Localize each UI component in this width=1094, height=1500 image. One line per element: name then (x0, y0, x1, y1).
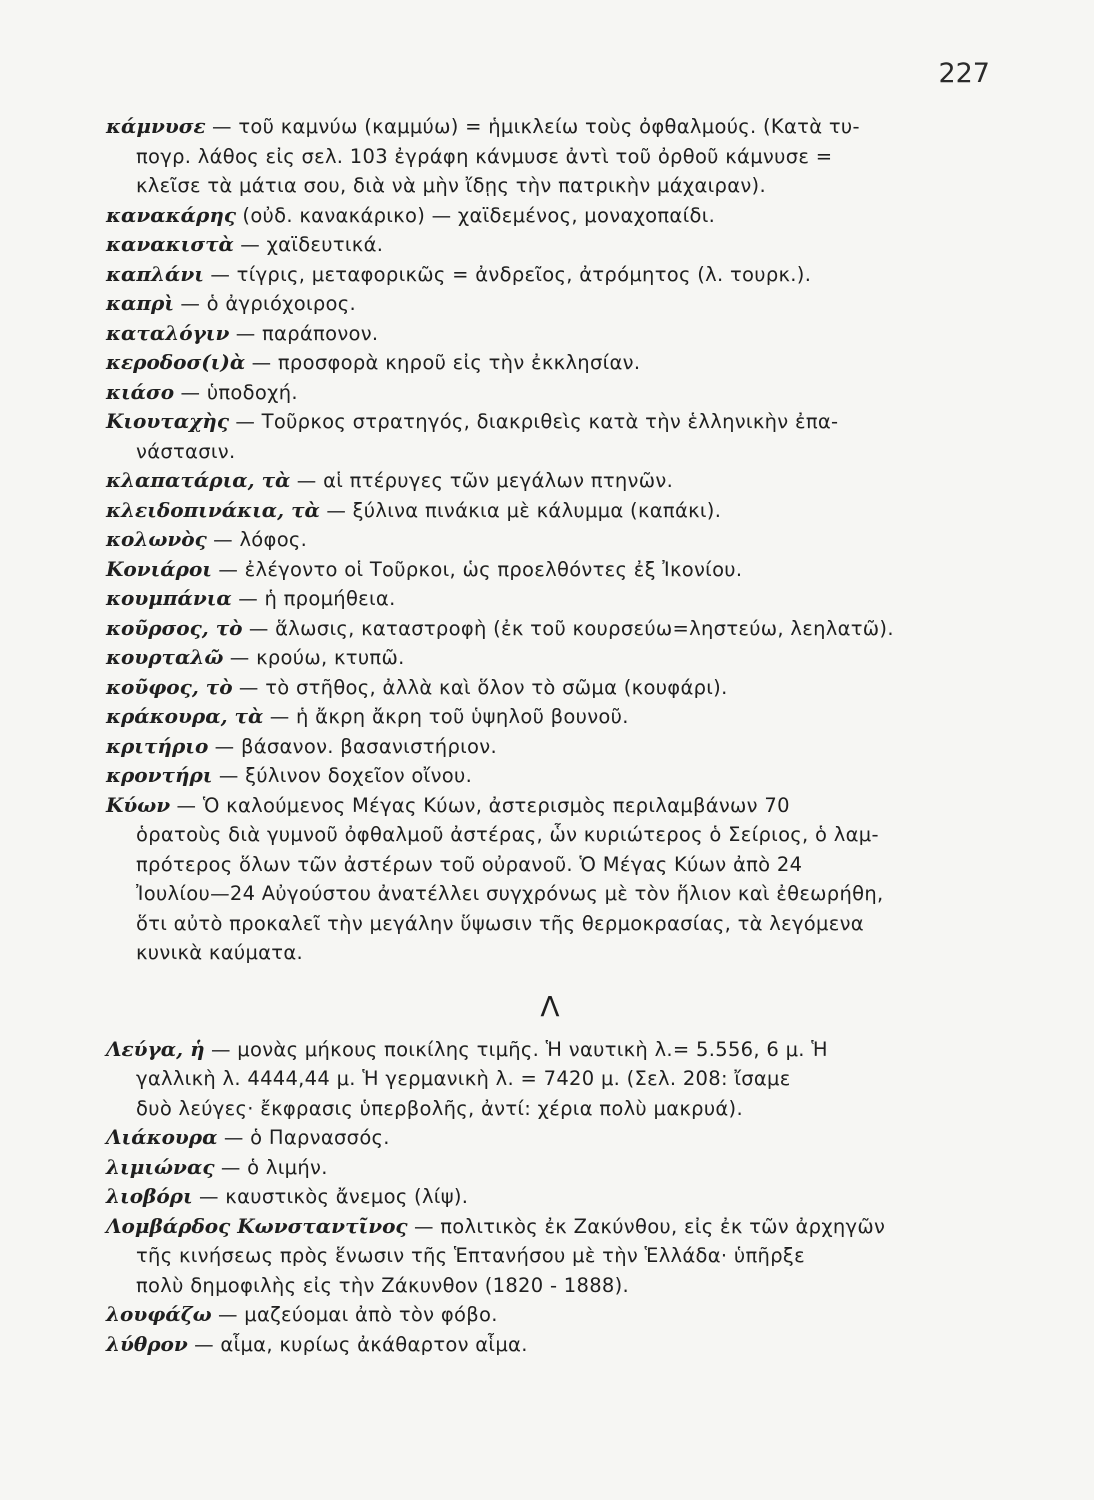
glossary-entry (106, 1123, 994, 1153)
glossary-entry (106, 702, 994, 732)
glossary-entry (106, 466, 994, 496)
entry-definition: — χαϊδευτικά. (240, 233, 384, 256)
entry-definition: — ὁ λιμήν. (220, 1155, 328, 1179)
entry-definition: — ἐλέγοντο οἱ Τοῦρκοι, ὡς προελθόντες ἐξ Ἰκονίου. (218, 557, 743, 581)
entry-definition: — ὑποδοχή. (180, 380, 298, 404)
glossary-entry (106, 791, 994, 968)
entry-definition-continued: Ἰουλίου—24 Αὐγούστου ἀνατέλλει συγχρόνως μὲ τὸν ἥλιον καὶ ἐθεωρήθη, (136, 882, 884, 905)
entry-definition: — τὸ στῆθος, ἀλλὰ καὶ ὅλον τὸ σῶμα (κουφάρι). (238, 675, 728, 699)
entry-headword: κριτήριο (106, 733, 209, 758)
entry-definition-continued: κυνικὰ καύματα. (136, 941, 303, 964)
entry-definition: — ἡ ἄκρη ἄκρη τοῦ ὑψηλοῦ βουνοῦ. (269, 705, 629, 728)
entry-definition-continued: γαλλικὴ λ. 4444,44 μ. Ἡ γερμανικὴ λ. = 7420 μ. (Σελ. 208: ἴσαμε (136, 1067, 791, 1090)
glossary-entry (106, 201, 994, 231)
entry-headword: κλαπατάρια, τὰ (106, 468, 291, 492)
entry-definition: — ἅλωσις, καταστροφὴ (ἐκ τοῦ κουρσεύω=ληστεύω, λεηλατῶ). (248, 616, 894, 640)
entry-headword: κράκουρα, τὰ (106, 704, 264, 728)
entry-definition: — λόφος. (213, 528, 308, 551)
entry-definition-continued: πογρ. λάθος εἰς σελ. 103 ἐγράφη κάνμυσε ἀντὶ τοῦ ὀρθοῦ κάμνυσε = (136, 144, 833, 168)
glossary-entry (106, 1330, 994, 1360)
glossary-entry (106, 1212, 994, 1301)
glossary-entry (106, 348, 994, 378)
entry-headword: κανακιστὰ (106, 232, 234, 256)
entry-definition: — μαζεύομαι ἀπὸ τὸν φόβο. (217, 1303, 498, 1326)
entry-headword: λιοβόρι (106, 1184, 193, 1208)
entry-definition: — παράπονον. (235, 321, 379, 345)
glossary-entry (106, 555, 994, 585)
section-letter: Λ (540, 989, 560, 1023)
glossary-entry (106, 525, 994, 555)
entry-headword: Κιουταχὴς (106, 409, 229, 433)
glossary-entry (106, 1300, 994, 1330)
entry-headword: κουρταλῶ (106, 645, 224, 669)
entry-definition: — ὁ ἀγριόχοιρος. (180, 292, 357, 315)
entry-definition: — ξύλινα πινάκια μὲ κάλυμμα (καπάκι). (326, 498, 722, 522)
glossary-entry (106, 1035, 994, 1124)
entry-headword: καπρὶ (106, 291, 174, 315)
entry-definition: — τοῦ καμνύω (καμμύω) = ἡμικλείω τοὺς ὀφθαλμούς. (Κατὰ τυ- (212, 115, 860, 138)
entry-headword: κάμνυσε (106, 114, 206, 138)
entry-headword: λουφάζω (106, 1302, 212, 1326)
entry-definition: — Ὁ καλούμενος Μέγας Κύων, ἀστερισμὸς περιλαμβάνων 70 (176, 793, 790, 817)
glossary-entries (106, 112, 994, 1359)
entry-definition-continued: ὅτι αὐτὸ προκαλεῖ τὴν μεγάλην ὕψωσιν τῆς θερμοκρασίας, τὰ λεγόμενα (136, 911, 864, 935)
page-number: 227 (938, 58, 990, 89)
entry-definition-continued: νάστασιν. (136, 439, 236, 463)
entry-definition: (οὐδ. κανακάρικο) — χαϊδεμένος, μοναχοπαίδι. (242, 203, 716, 227)
glossary-entry (106, 407, 994, 466)
entry-definition: — τίγρις, μεταφορικῶς = ἀνδρεῖος, ἀτρόμητος (λ. τουρκ.). (210, 262, 812, 286)
glossary-entry (106, 112, 994, 201)
entries-k (106, 112, 994, 968)
entry-headword: καπλάνι (106, 261, 204, 286)
entry-headword: κανακάρης (106, 202, 237, 227)
entry-definition: — πολιτικὸς ἐκ Ζακύνθου, εἰς ἐκ τῶν ἀρχηγῶν (413, 1214, 886, 1238)
entry-headword: κουμπάνια (106, 586, 232, 610)
entry-definition: — αἱ πτέρυγες τῶν μεγάλων πτηνῶν. (296, 469, 674, 492)
entry-definition-continued: πρότερος ὅλων τῶν ἀστέρων τοῦ οὐρανοῦ. Ὁ Μέγας Κύων ἀπὸ 24 (136, 852, 803, 876)
glossary-entry (106, 584, 994, 614)
entry-headword: Λιάκουρα (106, 1125, 218, 1149)
glossary-entry (106, 1153, 994, 1183)
glossary-entry (106, 230, 994, 260)
entry-headword: κολωνὸς (106, 527, 207, 551)
entry-headword: Κονιάροι (106, 556, 212, 581)
glossary-entry (106, 614, 994, 644)
entry-headword: κιάσο (106, 379, 175, 404)
glossary-entry (106, 732, 994, 762)
glossary-entry (106, 761, 994, 791)
entry-definition-continued: ὁρατοὺς διὰ γυμνοῦ ὀφθαλμοῦ ἀστέρας, ὧν κυριώτερος ὁ Σείριος, ὁ λαμ- (136, 823, 879, 846)
entry-headword: κοῦρσος, τὸ (106, 615, 243, 640)
entry-definition-continued: κλεῖσε τὰ μάτια σου, διὰ νὰ μὴν ἴδῃς τὴν πατρικὴν μάχαιραν). (136, 174, 766, 197)
entry-headword: καταλόγιν (106, 320, 230, 345)
glossary-entry (106, 289, 994, 319)
entry-definition: — ξύλινον δοχεῖον οἴνου. (218, 764, 473, 787)
entry-definition: — αἷμα, κυρίως ἀκάθαρτον αἷμα. (194, 1332, 528, 1356)
glossary-entry (106, 496, 994, 526)
glossary-entry (106, 378, 994, 408)
entry-headword: Λεύγα, ἡ (106, 1036, 205, 1061)
entry-definition-continued: δυὸ λεύγες· ἔκφρασις ὑπερβολῆς, ἀντί: χέρια πολὺ μακρυά). (136, 1096, 743, 1120)
entry-definition: — μονὰς μήκους ποικίλης τιμῆς. Ἡ ναυτικὴ λ.= 5.556, 6 μ. Ἡ (210, 1037, 828, 1061)
entry-headword: κοῦφος, τὸ (106, 674, 233, 699)
glossary-entry (106, 673, 994, 703)
glossary-entry (106, 1182, 994, 1212)
entry-definition: — ἡ προμήθεια. (238, 587, 396, 610)
entry-definition: — καυστικὸς ἄνεμος (λίψ). (199, 1185, 469, 1208)
entry-headword: Κύων (106, 792, 171, 817)
entry-definition: — Τοῦρκος στρατηγός, διακριθεὶς κατὰ τὴν ἑλληνικὴν ἐπα- (235, 410, 839, 433)
entry-definition-continued: πολὺ δημοφιλὴς εἰς τὴν Ζάκυνθον (1820 - 1888). (136, 1273, 630, 1297)
glossary-entry (106, 643, 994, 673)
entry-definition: — προσφορὰ κηροῦ εἰς τὴν ἐκκλησίαν. (251, 351, 641, 374)
entry-definition: — ὁ Παρνασσός. (223, 1126, 390, 1149)
entry-headword: κροντήρι (106, 763, 213, 787)
glossary-entry (106, 319, 994, 349)
entry-headword: κλειδοπινάκια, τὰ (106, 497, 320, 522)
entry-definition: — βάσανον. βασανιστήριον. (214, 734, 497, 758)
entry-definition: — κρούω, κτυπῶ. (229, 646, 405, 669)
glossary-entry (106, 260, 994, 290)
entry-headword: Λομβάρδος Κωνσταντῖνος (106, 1213, 408, 1238)
entry-headword: λύθρον (106, 1331, 188, 1356)
entry-headword: λιμιώνας (106, 1154, 215, 1179)
entry-definition-continued: τῆς κινήσεως πρὸς ἕνωσιν τῆς Ἑπτανήσου μὲ τὴν Ἑλλάδα· ὑπῆρξε (136, 1244, 805, 1267)
entry-headword: κερoδoσ(ι)ὰ (106, 350, 246, 374)
entries-l (106, 1035, 994, 1360)
